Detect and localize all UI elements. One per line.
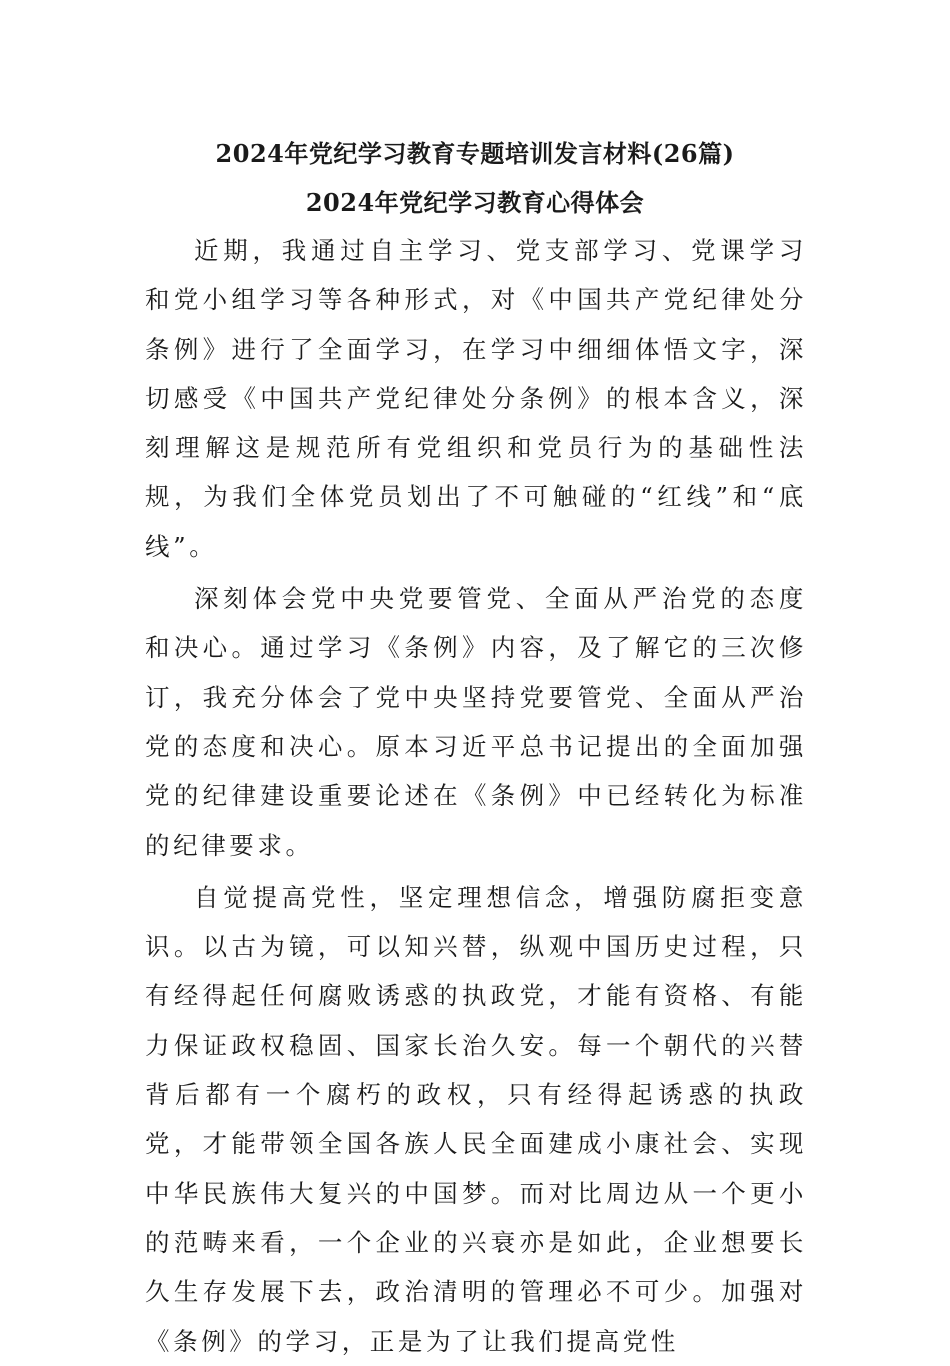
document-title: 2024年党纪学习教育专题培训发言材料(26篇)	[215, 139, 735, 168]
document-body	[145, 226, 807, 1366]
paragraph: 自觉提高党性，坚定理想信念，增强防腐拒变意识。以古为镜，可以知兴替，纵观中国历史过程，只有经得起任何腐败诱惑的执政党，才能有资格、有能力保证政权稳固、国家长治久安。每一个朝代的兴替背后都有一个腐朽的政权，只有经得起诱惑的执政党，才能带领全国各族人民全面建成小康社会、实现中华民族伟大复兴的中国梦。而对比周边从一个更小的范畴来看，一个企业的兴衰亦是如此，企业想要长久生存发展下去，政治清明的管理必不可少。加强对《条例》的学习，正是为了让我们提高党性	[145, 882, 807, 1356]
document-subtitle: 2024年党纪学习教育心得体会	[305, 188, 645, 217]
paragraph: 深刻体会党中央党要管党、全面从严治党的态度和决心。通过学习《条例》内容，及了解它的三次修订，我充分体会了党中央坚持党要管党、全面从严治党的态度和决心。原本习近平总书记提出的全面加强党的纪律建设重要论述在《条例》中已经转化为标准的纪律要求。	[145, 584, 807, 860]
paragraph: 近期，我通过自主学习、党支部学习、党课学习和党小组学习等各种形式，对《中国共产党纪律处分条例》进行了全面学习，在学习中细细体悟文字，深切感受《中国共产党纪律处分条例》的根本含义，深刻理解这是规范所有党组织和党员行为的基础性法规，为我们全体党员划出了不可触碰的“红线”和“底线”。	[145, 236, 807, 561]
